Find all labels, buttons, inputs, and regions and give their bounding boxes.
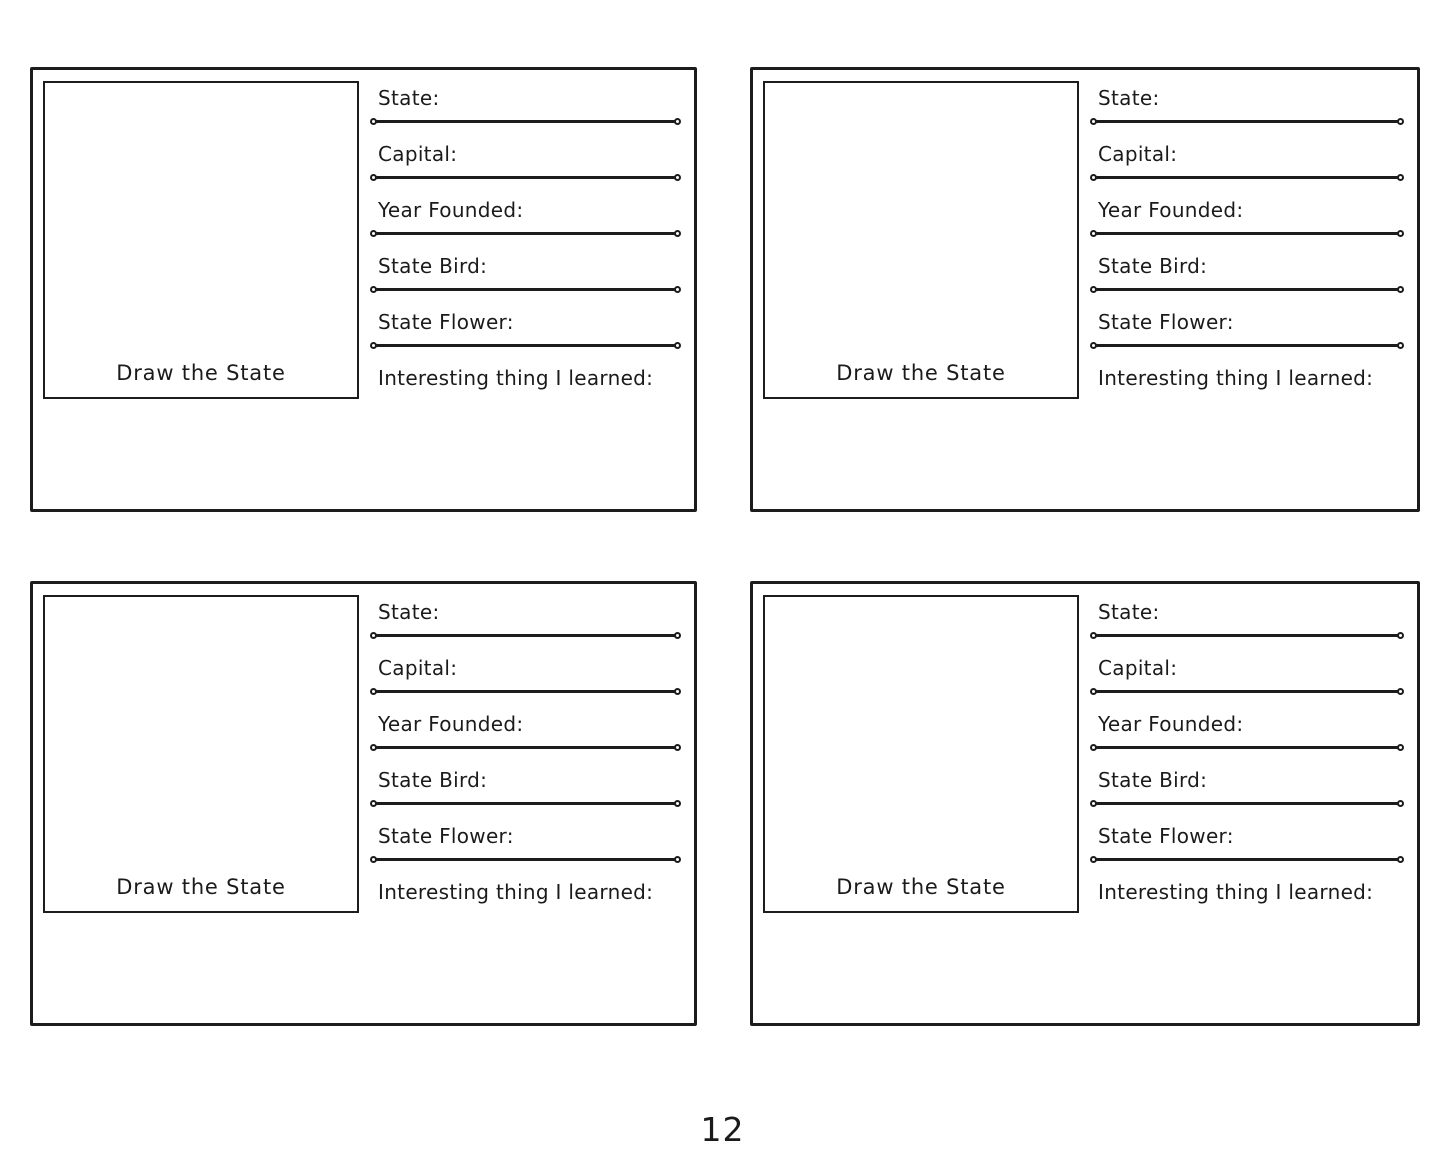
field-label-state-bird: State Bird: xyxy=(378,254,488,278)
field-label-capital: Capital: xyxy=(378,656,458,680)
fields-column xyxy=(1090,84,1404,393)
draw-the-state-box xyxy=(763,595,1079,913)
line-end-dot-right xyxy=(1397,688,1404,695)
answer-line-year-founded xyxy=(1090,739,1404,755)
answer-line-capital xyxy=(1090,683,1404,699)
field-state xyxy=(370,598,681,654)
field-interesting-thing xyxy=(1090,878,1404,907)
answer-rule xyxy=(1096,120,1399,123)
field-label-capital: Capital: xyxy=(1098,656,1178,680)
field-state-bird xyxy=(1090,766,1404,822)
answer-line-capital xyxy=(370,169,681,185)
line-end-dot-right xyxy=(1397,856,1404,863)
field-label-interesting-thing: Interesting thing I learned: xyxy=(378,880,654,904)
answer-line-state xyxy=(1090,627,1404,643)
state-worksheet-card-bottom-right xyxy=(750,581,1420,1026)
line-end-dot-right xyxy=(674,230,681,237)
answer-line-capital xyxy=(370,683,681,699)
answer-rule xyxy=(376,802,676,805)
answer-rule xyxy=(376,120,676,123)
field-label-capital: Capital: xyxy=(1098,142,1178,166)
answer-line-state-bird xyxy=(1090,795,1404,811)
field-label-state-bird: State Bird: xyxy=(378,768,488,792)
line-end-dot-right xyxy=(1397,174,1404,181)
field-label-interesting-thing: Interesting thing I learned: xyxy=(378,366,654,390)
answer-line-year-founded xyxy=(370,225,681,241)
answer-rule xyxy=(1096,176,1399,179)
answer-line-state-flower xyxy=(1090,851,1404,867)
field-interesting-thing xyxy=(370,878,681,907)
answer-rule xyxy=(1096,344,1399,347)
line-end-dot-right xyxy=(1397,230,1404,237)
fields-column xyxy=(370,84,681,393)
field-label-year-founded: Year Founded: xyxy=(378,712,524,736)
answer-rule xyxy=(1096,858,1399,861)
field-state-flower xyxy=(370,308,681,364)
line-end-dot-right xyxy=(1397,342,1404,349)
answer-rule xyxy=(1096,634,1399,637)
answer-rule xyxy=(376,176,676,179)
line-end-dot-right xyxy=(1397,632,1404,639)
state-worksheet-card-top-left xyxy=(30,67,697,512)
line-end-dot-right xyxy=(674,174,681,181)
field-capital xyxy=(370,140,681,196)
line-end-dot-right xyxy=(674,800,681,807)
answer-line-capital xyxy=(1090,169,1404,185)
field-capital xyxy=(370,654,681,710)
field-label-interesting-thing: Interesting thing I learned: xyxy=(1098,366,1374,390)
field-capital xyxy=(1090,654,1404,710)
field-year-founded xyxy=(1090,710,1404,766)
field-state xyxy=(370,84,681,140)
line-end-dot-right xyxy=(1397,744,1404,751)
field-year-founded xyxy=(370,196,681,252)
answer-line-state-bird xyxy=(370,281,681,297)
fields-column xyxy=(370,598,681,907)
field-label-year-founded: Year Founded: xyxy=(1098,198,1244,222)
answer-rule xyxy=(1096,232,1399,235)
line-end-dot-right xyxy=(674,118,681,125)
draw-the-state-box xyxy=(43,595,359,913)
field-year-founded xyxy=(1090,196,1404,252)
line-end-dot-right xyxy=(674,744,681,751)
field-label-year-founded: Year Founded: xyxy=(378,198,524,222)
field-label-capital: Capital: xyxy=(378,142,458,166)
field-label-state-bird: State Bird: xyxy=(1098,254,1208,278)
answer-line-state xyxy=(370,627,681,643)
line-end-dot-right xyxy=(674,286,681,293)
draw-the-state-box xyxy=(43,81,359,399)
field-label-state-flower: State Flower: xyxy=(378,824,514,848)
field-state-flower xyxy=(370,822,681,878)
answer-line-state-bird xyxy=(1090,281,1404,297)
draw-the-state-box xyxy=(763,81,1079,399)
answer-line-state-flower xyxy=(1090,337,1404,353)
field-label-state: State: xyxy=(378,86,440,110)
answer-rule xyxy=(376,858,676,861)
field-state-flower xyxy=(1090,308,1404,364)
answer-rule xyxy=(376,344,676,347)
answer-rule xyxy=(376,232,676,235)
field-label-state: State: xyxy=(1098,600,1160,624)
draw-the-state-label: Draw the State xyxy=(836,875,1006,899)
answer-rule xyxy=(1096,746,1399,749)
field-label-state-flower: State Flower: xyxy=(378,310,514,334)
line-end-dot-right xyxy=(1397,286,1404,293)
line-end-dot-right xyxy=(674,688,681,695)
field-label-year-founded: Year Founded: xyxy=(1098,712,1244,736)
draw-the-state-label: Draw the State xyxy=(116,875,286,899)
field-state-bird xyxy=(370,252,681,308)
field-label-state: State: xyxy=(1098,86,1160,110)
answer-line-year-founded xyxy=(370,739,681,755)
field-label-interesting-thing: Interesting thing I learned: xyxy=(1098,880,1374,904)
answer-line-year-founded xyxy=(1090,225,1404,241)
field-label-state-flower: State Flower: xyxy=(1098,824,1234,848)
field-interesting-thing xyxy=(1090,364,1404,393)
line-end-dot-right xyxy=(1397,118,1404,125)
answer-rule xyxy=(376,634,676,637)
answer-rule xyxy=(1096,802,1399,805)
field-state xyxy=(1090,598,1404,654)
field-state-bird xyxy=(1090,252,1404,308)
state-worksheet-card-top-right xyxy=(750,67,1420,512)
line-end-dot-right xyxy=(674,342,681,349)
field-state-bird xyxy=(370,766,681,822)
answer-line-state xyxy=(370,113,681,129)
field-capital xyxy=(1090,140,1404,196)
line-end-dot-right xyxy=(674,856,681,863)
state-worksheet-card-bottom-left xyxy=(30,581,697,1026)
answer-rule xyxy=(1096,288,1399,291)
field-state-flower xyxy=(1090,822,1404,878)
page-number: 12 xyxy=(700,1110,745,1149)
line-end-dot-right xyxy=(1397,800,1404,807)
line-end-dot-right xyxy=(674,632,681,639)
draw-the-state-label: Draw the State xyxy=(836,361,1006,385)
fields-column xyxy=(1090,598,1404,907)
field-state xyxy=(1090,84,1404,140)
answer-rule xyxy=(376,288,676,291)
field-interesting-thing xyxy=(370,364,681,393)
field-label-state-flower: State Flower: xyxy=(1098,310,1234,334)
field-year-founded xyxy=(370,710,681,766)
answer-rule xyxy=(1096,690,1399,693)
draw-the-state-label: Draw the State xyxy=(116,361,286,385)
answer-line-state-flower xyxy=(370,337,681,353)
field-label-state: State: xyxy=(378,600,440,624)
answer-line-state-bird xyxy=(370,795,681,811)
answer-line-state xyxy=(1090,113,1404,129)
answer-rule xyxy=(376,690,676,693)
answer-line-state-flower xyxy=(370,851,681,867)
answer-rule xyxy=(376,746,676,749)
field-label-state-bird: State Bird: xyxy=(1098,768,1208,792)
